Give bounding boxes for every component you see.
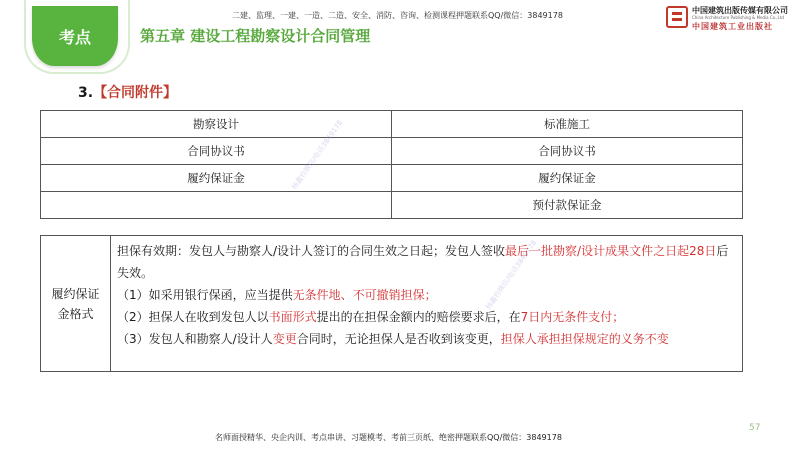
text: 担保有效期：发包人与勘察人/设计人签订的合同生效之日起；发包人签收 bbox=[117, 244, 506, 258]
table-cell bbox=[41, 192, 392, 219]
table-cell: 履约保证金 bbox=[392, 165, 743, 192]
contract-attachment-table bbox=[40, 110, 743, 219]
highlight-text: 7日内无条件支付； bbox=[520, 310, 625, 324]
chapter-title: 第五章 建设工程勘察设计合同管理 bbox=[140, 27, 371, 45]
page-number: 57 bbox=[749, 423, 761, 433]
table-cell: 预付款保证金 bbox=[392, 192, 743, 219]
table-header-row bbox=[41, 111, 743, 138]
table-row bbox=[41, 165, 743, 192]
table-header-cell: 勘察设计 bbox=[41, 111, 392, 138]
table-cell: 合同协议书 bbox=[392, 138, 743, 165]
table-cell: 履约保证金 bbox=[41, 165, 392, 192]
table-row bbox=[41, 192, 743, 219]
highlight-text: 书面形式 bbox=[268, 310, 317, 324]
highlight-text: 无条件地、不可撤销担保； bbox=[292, 288, 437, 302]
text: （3）发包人和勘察人/设计人 bbox=[117, 332, 273, 346]
text: （2）担保人在收到发包人以 bbox=[117, 310, 269, 324]
publisher-logo bbox=[666, 4, 798, 32]
table-cell: 合同协议书 bbox=[41, 138, 392, 165]
watermark: 杨鑫钧微信/电话3849178 bbox=[484, 238, 539, 312]
section-title bbox=[78, 82, 177, 102]
format-paragraph bbox=[117, 240, 736, 284]
logo-name-cn: 中国建筑出版传媒有限公司 bbox=[692, 6, 788, 15]
footer-contact-line: 名师面授精华、央企内训、考点串讲、习题模考、考前三页纸、绝密押题联系QQ/微信：3849178 bbox=[215, 433, 562, 442]
text: 后失效。 bbox=[117, 244, 729, 280]
publisher-logo-icon bbox=[666, 6, 688, 28]
text: 提出的在担保金额内的赔偿要求后，在 bbox=[316, 310, 521, 324]
table-header-cell: 标准施工 bbox=[392, 111, 743, 138]
logo-name-press: 中国建筑工业出版社 bbox=[692, 22, 773, 31]
format-paragraph bbox=[117, 328, 736, 350]
section-number: 3. bbox=[78, 85, 94, 101]
performance-bond-format-box bbox=[40, 235, 743, 372]
format-content bbox=[111, 236, 742, 371]
format-label: 履约保证金格式 bbox=[41, 236, 111, 371]
text: 合同时，无论担保人是否收到该变更， bbox=[296, 332, 501, 346]
logo-name-en: China Architecture Publishing & Media Co.,Ltd bbox=[692, 15, 784, 20]
header-contact-line: 二建、监理、一建、一造、二造、安全、消防、咨询、检测课程押题联系QQ/微信：3849178 bbox=[232, 11, 563, 20]
text: （1）如采用银行保函，应当提供 bbox=[117, 288, 293, 302]
highlight-text: 担保人承担担保规定的义务不变 bbox=[500, 332, 669, 346]
format-paragraph bbox=[117, 306, 736, 328]
table-row bbox=[41, 138, 743, 165]
format-paragraph bbox=[117, 284, 736, 306]
watermark: 杨鑫钧微信/电话3849178 bbox=[290, 118, 345, 192]
highlight-text: 最后一批勘察/设计成果文件之日起28日 bbox=[505, 244, 717, 258]
section-title-text: 【合同附件】 bbox=[93, 85, 178, 101]
kaodian-badge: 考点 bbox=[32, 6, 118, 66]
highlight-text: 变更 bbox=[272, 332, 297, 346]
